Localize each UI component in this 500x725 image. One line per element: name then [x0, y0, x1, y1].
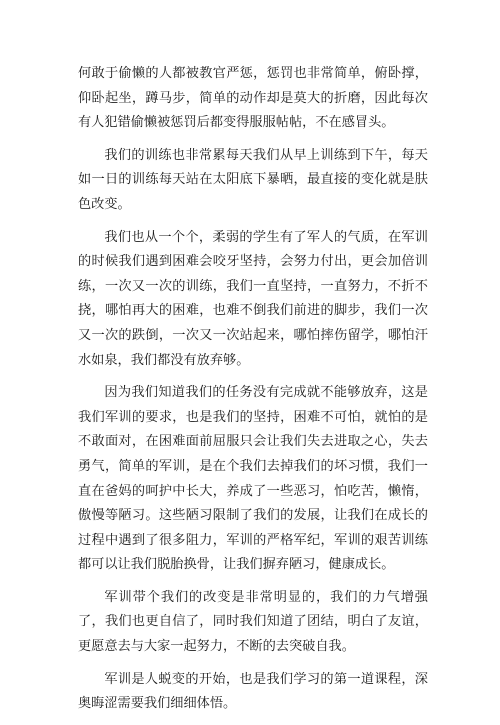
paragraph-6: 军训是人蜕变的开始，也是我们学习的第一道课程，深奥晦涩需要我们细细体悟。 [78, 671, 428, 712]
paragraph-4: 因为我们知道我们的任务没有完成就不能够放弃，这是我们军训的要求，也是我们的坚持，困难不可怕，就怕的是不敢面对，在困难面前屈服只会让我们失去进取之心，失去勇气，简单的军训，是在个我们去掉我们的坏习惯，我们一直在爸妈的呵护中长大，养成了一些恶习，怕吃苦，懒惰，傲慢等陋习。这些陋习限制了我们的发展，让我们在成长的过程中遇到了很多阻力，军训的严格军纪，军训的艰苦训练都可以让我们脱胎换骨，让我们摒弃陋习，健康成长。 [78, 385, 428, 573]
document-body [78, 62, 428, 725]
paragraph-5: 军训带个我们的改变是非常明显的，我们的力气增强了，我们也更自信了，同时我们知道了团结，明白了友谊，更愿意去与大家一起努力，不断的去突破自我。 [78, 589, 428, 655]
paragraph-1: 何敢于偷懒的人都被教官严惩，惩罚也非常简单，俯卧撑，仰卧起坐，蹲马步，简单的动作却是莫大的折磨，因此每次有人犯错偷懒被惩罚后都变得服服帖帖，不在感冒头。 [78, 66, 428, 131]
paragraph-3: 我们也从一个个，柔弱的学生有了军人的气质，在军训的时候我们遇到困难会咬牙坚持，会努力付出，更会加倍训练，一次又一次的训练，我们一直坚持，一直努力，不折不挠，哪怕再大的困难，也难不倒我们前进的脚步，我们一次又一次的跌倒，一次又一次站起来，哪怕摔伤留学，哪怕汗水如泉，我们都没有放弃够。 [78, 229, 428, 368]
paragraph-2: 我们的训练也非常累每天我们从早上训练到下午，每天如一日的训练每天站在太阳底下暴晒，最直接的变化就是肤色改变。 [78, 147, 428, 212]
